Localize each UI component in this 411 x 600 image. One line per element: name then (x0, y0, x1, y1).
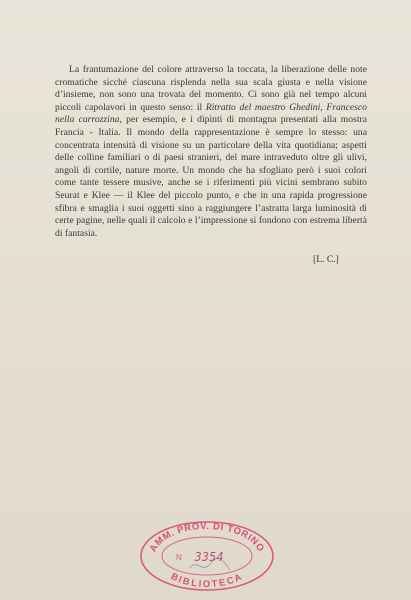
paragraph-text-1: La frantumazione del colore attraverso la toccata, la liberazione delle note cromatiche sicché ciascuna risplenda nella sua scala giusta e nella visione d’insieme, non sono una trovata del momento. Ci sono già nel tempo alcuni piccoli capolavori in questo senso: il (55, 64, 367, 113)
stamp-number-prefix: N (176, 553, 182, 562)
stamp-number: 3354 (194, 550, 224, 564)
stamp-top-text: AMM. PROV. DI TORINO (147, 520, 267, 555)
library-stamp (138, 518, 276, 592)
body-text (55, 64, 367, 240)
author-signature: [L. C.] (313, 254, 339, 265)
paragraph-italic-title: Ritratto del maestro Ghedini, Francesco nella carrozzina, (55, 101, 367, 126)
stamp-bottom-text: BIBLIOTECA (168, 571, 246, 591)
paragraph (55, 64, 367, 240)
paragraph-text-2: per esempio, e i dipinti di montagna presentati alla mostra Francia - Italia. Il mondo della rappresentazione è sempre lo stesso: una concentrata intensità di visione su un particolare della vita quotidiana; aspetti delle colline familiari o di paesi stranieri, del mare intraveduto oltre gli ulivi, angoli di cortile, nature morte. Un mondo che ha sfogliato però i suoi colori come tante tessere musive, anche se i riferimenti più vicini sembrano subito Seurat e Klee — il Klee del piccolo punto, e che in una rapida progressione sfibra e smaglia i suoi oggetti sino a raggiungere l’astratta larga luminosità di certe pagine, nelle quali il calcolo e l’impressione si fondono con estrema libertà di fantasia. (55, 114, 367, 239)
